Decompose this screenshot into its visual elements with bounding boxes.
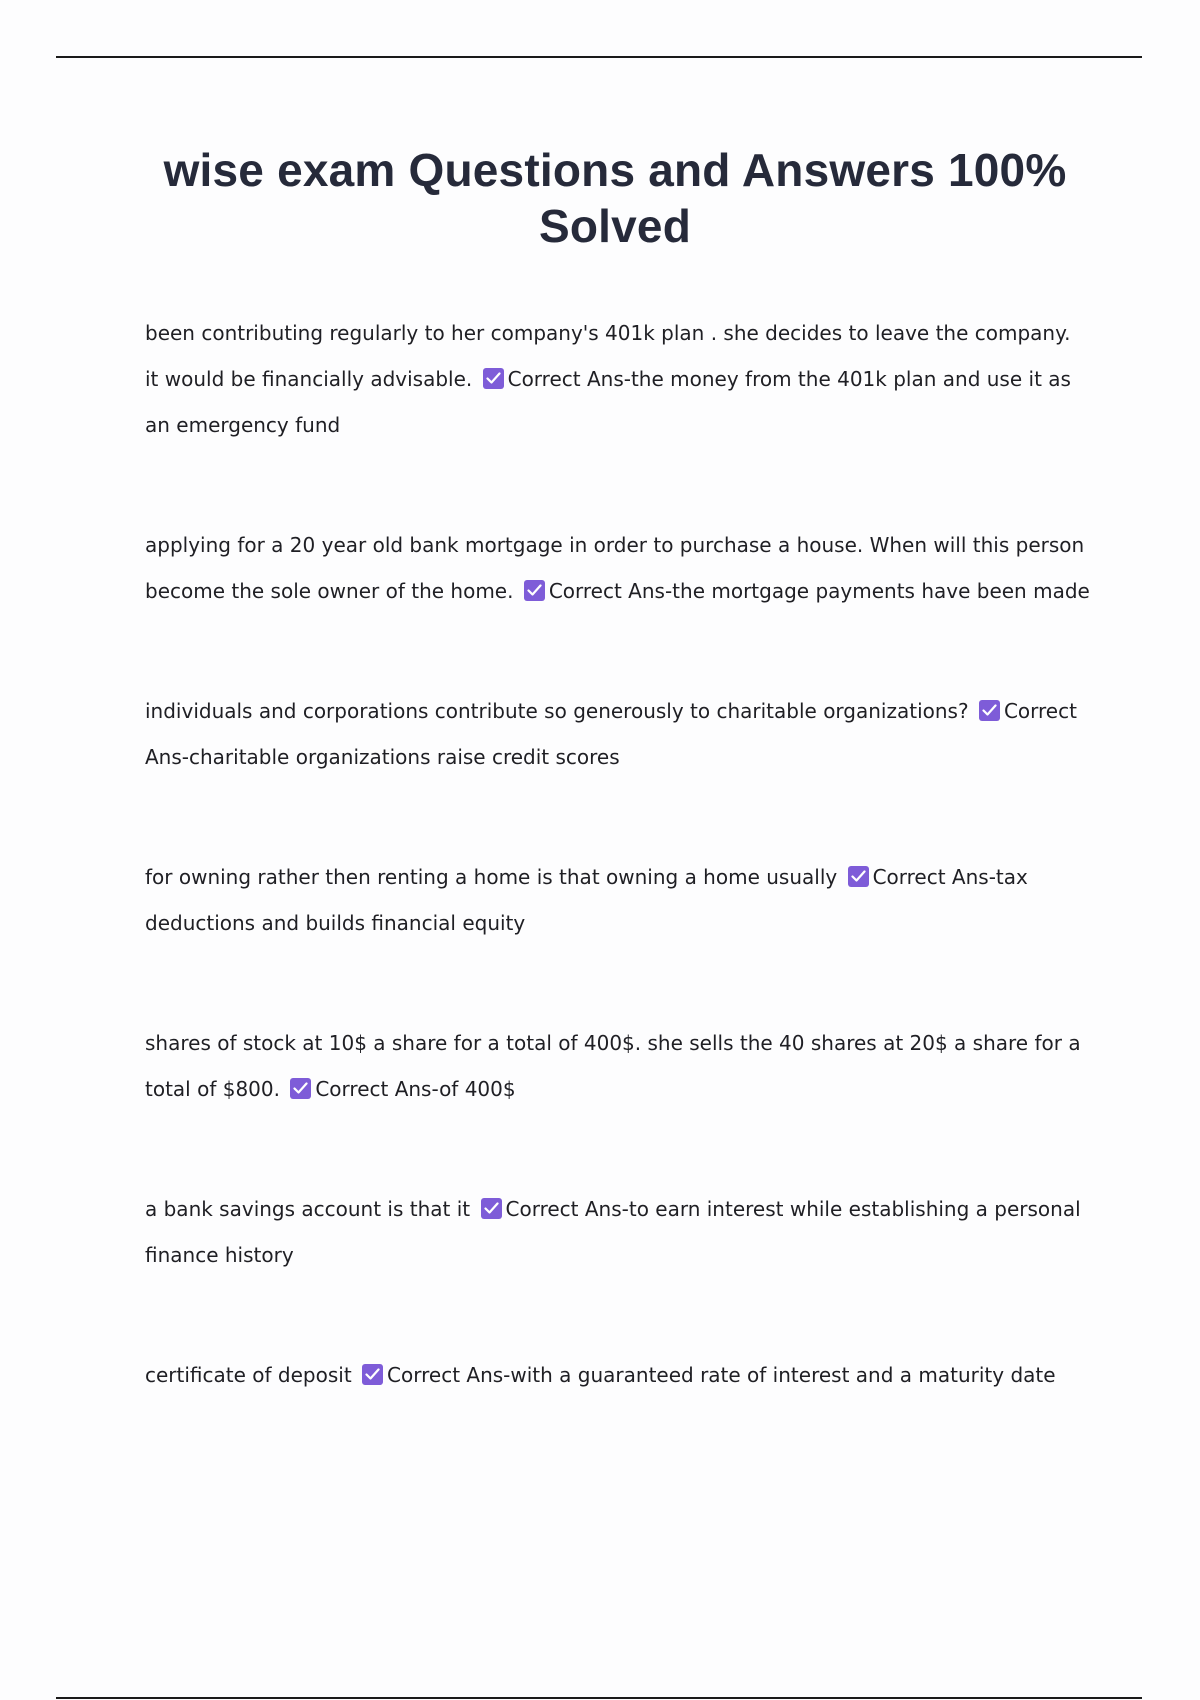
checkbox-checked-icon	[524, 580, 545, 601]
answer-text: Correct Ans-the money from the 401k plan and use it as an emergency fund	[145, 367, 1071, 437]
qa-item	[145, 1020, 1090, 1112]
answer-text: Correct Ans-of 400$	[315, 1077, 516, 1101]
qa-item	[145, 688, 1090, 780]
qa-item	[145, 854, 1090, 946]
page-title: wise exam Questions and Answers 100% Solved	[163, 144, 1067, 252]
question-text: for owning rather then renting a home is that owning a home usually	[145, 865, 838, 889]
answer-text: Correct Ans-charitable organizations raise credit scores	[145, 699, 1077, 769]
checkbox-checked-icon	[290, 1078, 311, 1099]
qa-item	[145, 1352, 1090, 1398]
top-rule	[56, 56, 1142, 58]
answer-text: Correct Ans-to earn interest while establishing a personal finance history	[145, 1197, 1081, 1267]
checkbox-checked-icon	[848, 866, 869, 887]
answer-text: Correct Ans-with a guaranteed rate of interest and a maturity date	[387, 1363, 1056, 1387]
answer-text: Correct Ans-tax deductions and builds financial equity	[145, 865, 1028, 935]
qa-item	[145, 522, 1090, 614]
bottom-rule	[56, 1697, 1142, 1699]
question-text: applying for a 20 year old bank mortgage in order to purchase a house. When will this person become the sole owner of the home.	[145, 533, 1085, 603]
answer-text: Correct Ans-the mortgage payments have been made	[548, 579, 1090, 603]
checkbox-checked-icon	[481, 1198, 502, 1219]
checkbox-checked-icon	[979, 700, 1000, 721]
question-text: shares of stock at 10$ a share for a total of 400$. she sells the 40 shares at 20$ a share for a total of $800.	[145, 1031, 1081, 1101]
question-text: been contributing regularly to her company's 401k plan . she decides to leave the company. it would be financially advisable.	[145, 321, 1071, 391]
question-text: a bank savings account is that it	[145, 1197, 471, 1221]
checkbox-checked-icon	[483, 368, 504, 389]
qa-item	[145, 310, 1090, 448]
question-text: certificate of deposit	[145, 1363, 352, 1387]
checkbox-checked-icon	[362, 1364, 383, 1385]
question-text: individuals and corporations contribute so generously to charitable organizations?	[145, 699, 969, 723]
qa-item	[145, 1186, 1090, 1278]
qa-list	[145, 310, 1090, 1398]
